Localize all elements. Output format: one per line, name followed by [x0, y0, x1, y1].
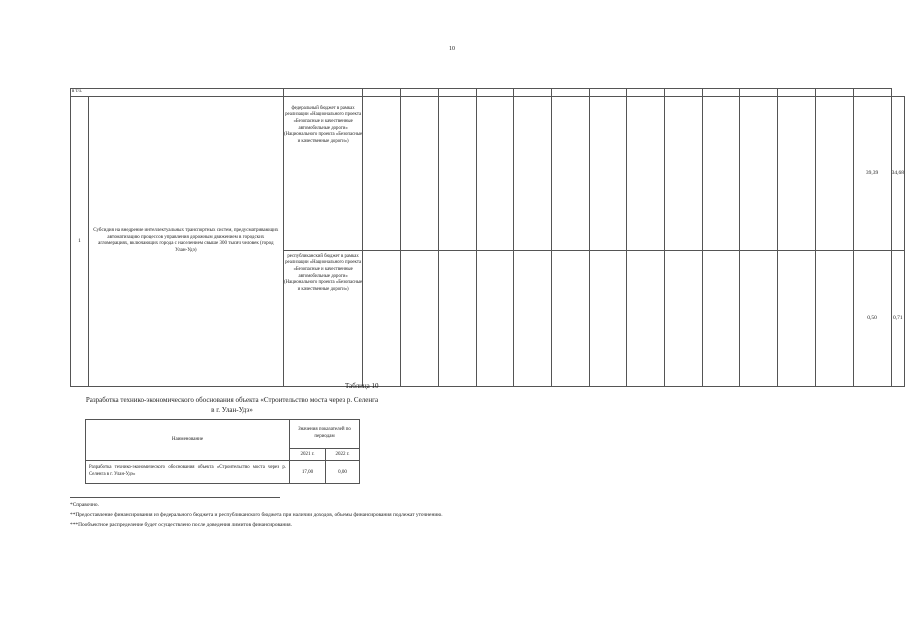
- lead-label: в т.ч.: [71, 89, 284, 97]
- footnote: ***Пообъектное распределение будет осуществлено после доведения лимитов финансирования.: [70, 522, 293, 528]
- value-cell: 0,50: [853, 250, 891, 386]
- table-row: [86, 461, 360, 484]
- table-caption: Таблица 10: [345, 382, 379, 390]
- value-cell: 34,68: [891, 96, 904, 250]
- lead-row: [71, 89, 905, 97]
- footnote-divider: [70, 497, 280, 498]
- funding-table: [70, 88, 905, 387]
- footnote: **Предоставление финансирования из федерального бюджета и республиканского бюджета при наличии доходов, объемы финансирования подлежат уточнению.: [70, 512, 443, 518]
- header-name: Наименование: [86, 420, 290, 461]
- value-cell: 0,00: [326, 461, 360, 484]
- page-number: 10: [449, 46, 455, 52]
- footnote: *Справочно.: [70, 502, 99, 508]
- header-year: 2021 г.: [290, 449, 326, 461]
- indicator-table: [85, 419, 360, 484]
- table-row: [71, 96, 905, 250]
- source-federal: федеральный бюджет в рамках реализации «Национального проекта «Безопасные и качественные автомобильные дороги» (Национального проекта «Безопасные и качественные дороги»): [283, 96, 363, 250]
- value-cell: 17,00: [290, 461, 326, 484]
- source-republican: республиканский бюджет в рамках реализации «Национального проекта «Безопасные и качественные автомобильные дороги» (Национального проекта «Безопасные и качественные дороги»): [283, 250, 363, 386]
- value-cell: 0,71: [891, 250, 904, 386]
- header-values: Значения показателей по периодам: [290, 420, 360, 449]
- table-title: Разработка технико-экономического обоснования объекта «Строительство моста через р. Селенга в г. Улан-Удэ»: [85, 396, 379, 414]
- row-description: Субсидия на внедрение интеллектуальных транспортных систем, предусматривающих автоматизацию процессов управления дорожным движением в городских агломерациях, включающих города с населением свыше 300 тысяч человек (город Улан-Удэ): [88, 96, 283, 386]
- row-name: Разработка технико-экономического обоснования объекта «Строительство моста через р. Селенга в г. Улан-Удэ»: [86, 461, 290, 484]
- row-number: 1: [71, 96, 89, 386]
- header-year: 2022 г.: [326, 449, 360, 461]
- value-cell: 39,39: [853, 96, 891, 250]
